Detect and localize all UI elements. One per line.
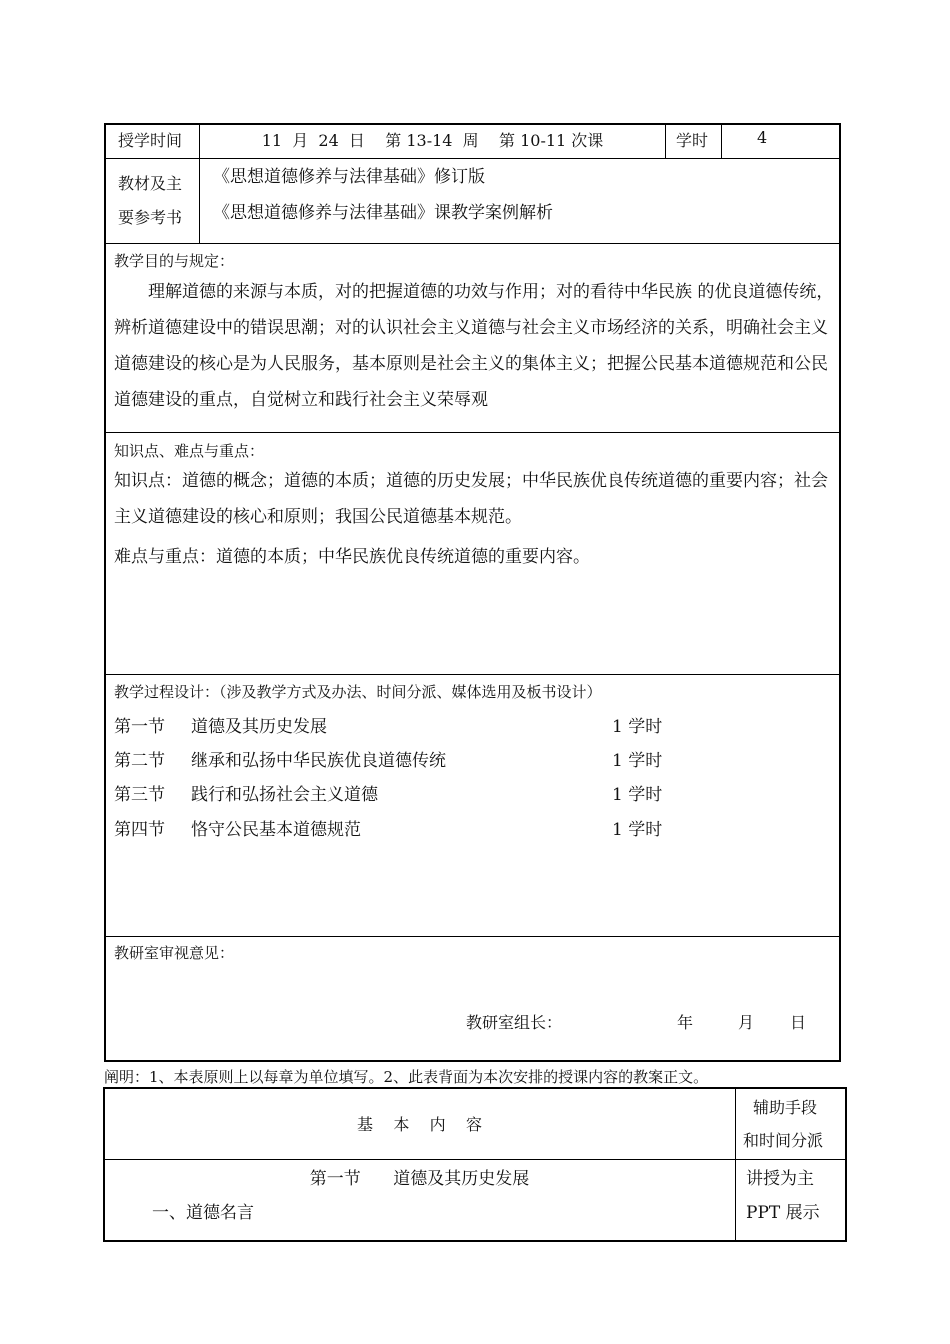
section-title: 道德及其历史发展 <box>191 717 327 737</box>
section-num: 第二节 <box>114 751 165 771</box>
section-hours: 1 学时 <box>612 820 663 840</box>
aux-media: PPT 展示 <box>746 1203 820 1223</box>
section-num: 第四节 <box>114 820 165 840</box>
section-hours: 1 学时 <box>612 717 663 737</box>
knowledge-text: 知识点：道德的概念；道德的本质；道德的历史发展；中华民族优良传统道德的重要内容；社会主义道德建设的核心和原则；我国公民道德基本规范。 <box>114 471 828 527</box>
section-hours: 1 学时 <box>612 751 663 771</box>
hours-value: 4 <box>757 128 768 147</box>
basic-content-header: 基 本 内 容 <box>356 1115 483 1134</box>
goals-title: 教学目的与规定： <box>114 252 235 270</box>
section-heading: 第一节 道德及其历史发展 <box>309 1169 530 1189</box>
section-num: 第三节 <box>114 785 165 805</box>
col-divider <box>665 124 666 158</box>
row-divider <box>104 1159 846 1160</box>
review-leader: 教研室组长： <box>466 1013 563 1032</box>
content-item: 一、道德名言 <box>152 1203 254 1223</box>
goals-text: 理解道德的来源与本质，对的把握道德的功效与作用；对的看待中华民族 的优良道德传统，辨析道德建设中的错误思潮；对的认识社会主义道德与社会主义市场经济的关系，明确社会主义道德建设的核心是为人民服务，基本原则是社会主义的集体主义；把握公民基本道德规范和公民道德建设的重点，自觉树立和践行社会主义荣辱观 <box>114 282 834 410</box>
books-label-line1: 教材及主 <box>118 174 183 193</box>
section-hours: 1 学时 <box>612 785 663 805</box>
time-label: 授学时间 <box>118 131 183 150</box>
date-day: 日 <box>790 1013 807 1032</box>
hours-label: 学时 <box>676 131 709 150</box>
row-divider <box>105 936 840 937</box>
aux-header-line1: 辅助手段 <box>753 1098 818 1117</box>
aux-header-line2: 和时间分派 <box>743 1131 824 1150</box>
difficulty-text: 难点与重点：道德的本质；中华民族优良传统道德的重要内容。 <box>114 547 590 567</box>
footnote: 阐明：1、本表原则上以每章为单位填写。2、此表背面为本次安排的授课内容的教案正文。 <box>104 1068 709 1086</box>
col-divider <box>721 124 722 158</box>
row-divider <box>105 674 840 675</box>
knowledge-title: 知识点、难点与重点： <box>114 442 265 460</box>
section-num: 第一节 <box>114 717 165 737</box>
book-2: 《思想道德修养与法律基础》课教学案例解析 <box>213 203 553 223</box>
date-year: 年 <box>677 1013 694 1032</box>
row-divider <box>105 432 840 433</box>
time-value: 11 月 24 日 第 13-14 周 第 10-11 次课 <box>261 131 604 150</box>
section-title: 践行和弘扬社会主义道德 <box>191 785 378 805</box>
books-label-line2: 要参考书 <box>118 208 183 227</box>
aux-method: 讲授为主 <box>746 1169 814 1189</box>
book-1: 《思想道德修养与法律基础》修订版 <box>213 167 485 187</box>
section-title: 恪守公民基本道德规范 <box>191 820 361 840</box>
col-divider <box>735 1088 736 1241</box>
row-divider <box>105 243 840 244</box>
process-title: 教学过程设计：（涉及教学方式及办法、时间分派、媒体选用及板书设计） <box>114 683 602 701</box>
section-title: 继承和弘扬中华民族优良道德传统 <box>191 751 446 771</box>
review-title: 教研室审视意见： <box>114 944 235 962</box>
date-month: 月 <box>738 1013 755 1032</box>
row-divider <box>105 158 840 159</box>
